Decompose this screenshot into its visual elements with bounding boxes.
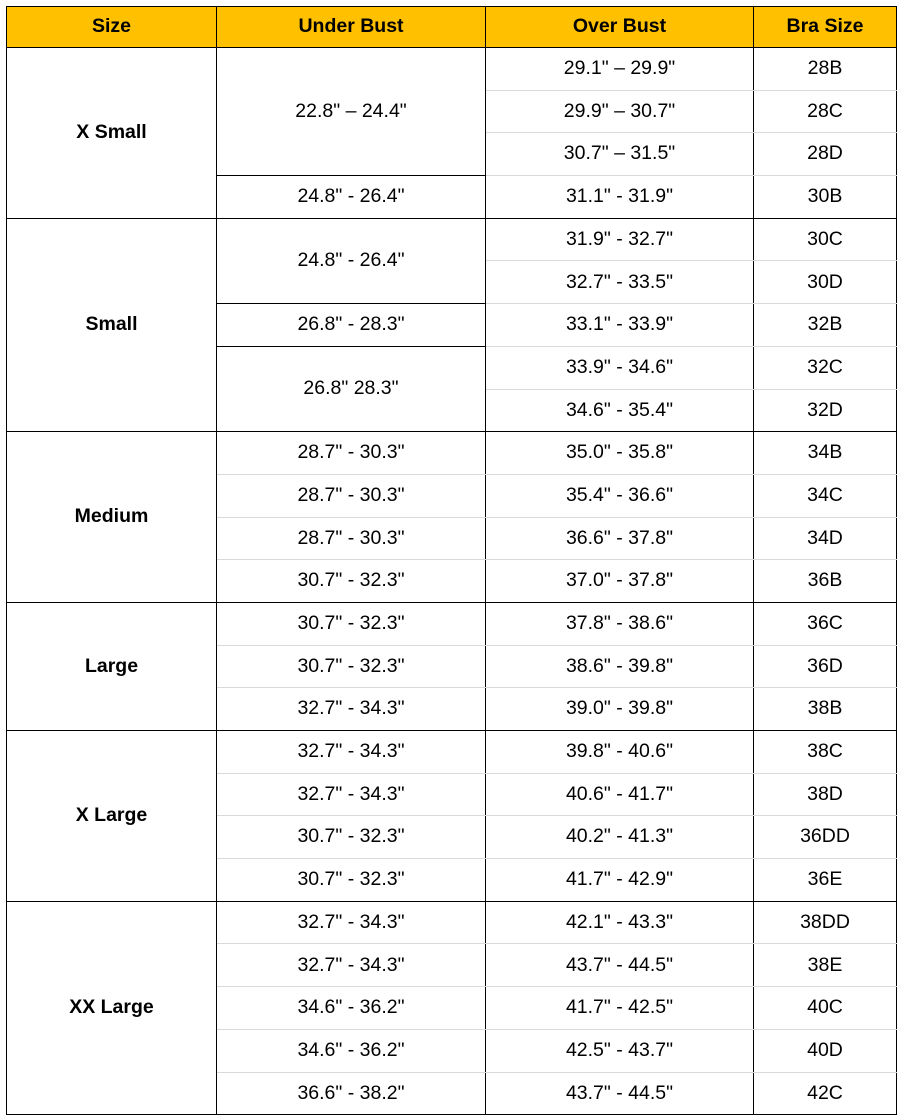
bra-size-cell: 38DD [754, 901, 897, 944]
over-bust-cell: 37.8" - 38.6" [486, 602, 754, 645]
over-bust-cell: 33.9" - 34.6" [486, 346, 754, 389]
over-bust-cell: 43.7" - 44.5" [486, 1072, 754, 1115]
bra-size-cell: 28D [754, 133, 897, 176]
table-row [7, 218, 897, 261]
under-bust-cell: 30.7" - 32.3" [217, 645, 486, 688]
under-bust-cell: 32.7" - 34.3" [217, 688, 486, 731]
size-label-xx-large: XX Large [7, 901, 217, 1114]
over-bust-cell: 39.0" - 39.8" [486, 688, 754, 731]
under-bust-cell: 22.8" – 24.4" [217, 48, 486, 176]
bra-size-cell: 32C [754, 346, 897, 389]
over-bust-cell: 31.9" - 32.7" [486, 218, 754, 261]
size-label-x-small: X Small [7, 48, 217, 219]
over-bust-cell: 41.7" - 42.5" [486, 987, 754, 1030]
bra-size-cell: 28C [754, 90, 897, 133]
header-under-bust: Under Bust [217, 7, 486, 48]
table-row [7, 432, 897, 475]
size-label-medium: Medium [7, 432, 217, 603]
size-label-x-large: X Large [7, 731, 217, 902]
under-bust-cell: 26.8" - 28.3" [217, 304, 486, 347]
size-label-large: Large [7, 602, 217, 730]
under-bust-cell: 30.7" - 32.3" [217, 816, 486, 859]
over-bust-cell: 33.1" - 33.9" [486, 304, 754, 347]
over-bust-cell: 29.1" – 29.9" [486, 48, 754, 91]
under-bust-cell: 30.7" - 32.3" [217, 602, 486, 645]
under-bust-cell: 24.8" - 26.4" [217, 176, 486, 219]
over-bust-cell: 30.7" – 31.5" [486, 133, 754, 176]
bra-size-cell: 30B [754, 176, 897, 219]
header-over-bust: Over Bust [486, 7, 754, 48]
over-bust-cell: 42.5" - 43.7" [486, 1029, 754, 1072]
bra-size-cell: 40D [754, 1029, 897, 1072]
over-bust-cell: 36.6" - 37.8" [486, 517, 754, 560]
bra-size-cell: 38E [754, 944, 897, 987]
header-size: Size [7, 7, 217, 48]
under-bust-cell: 32.7" - 34.3" [217, 773, 486, 816]
bra-size-cell: 30C [754, 218, 897, 261]
bra-size-cell: 38C [754, 731, 897, 774]
bra-size-cell: 34D [754, 517, 897, 560]
over-bust-cell: 42.1" - 43.3" [486, 901, 754, 944]
under-bust-cell: 24.8" - 26.4" [217, 218, 486, 303]
size-chart-table [6, 6, 897, 1115]
bra-size-cell: 36DD [754, 816, 897, 859]
over-bust-cell: 35.0" - 35.8" [486, 432, 754, 475]
bra-size-cell: 36C [754, 602, 897, 645]
over-bust-cell: 41.7" - 42.9" [486, 859, 754, 902]
bra-size-cell: 42C [754, 1072, 897, 1115]
bra-size-cell: 32D [754, 389, 897, 432]
over-bust-cell: 39.8" - 40.6" [486, 731, 754, 774]
under-bust-cell: 26.8" 28.3" [217, 346, 486, 431]
bra-size-cell: 28B [754, 48, 897, 91]
over-bust-cell: 29.9" – 30.7" [486, 90, 754, 133]
bra-size-cell: 36E [754, 859, 897, 902]
header-row [7, 7, 897, 48]
over-bust-cell: 34.6" - 35.4" [486, 389, 754, 432]
bra-size-cell: 36B [754, 560, 897, 603]
bra-size-cell: 34C [754, 474, 897, 517]
bra-size-cell: 40C [754, 987, 897, 1030]
under-bust-cell: 34.6" - 36.2" [217, 1029, 486, 1072]
size-label-small: Small [7, 218, 217, 431]
over-bust-cell: 37.0" - 37.8" [486, 560, 754, 603]
under-bust-cell: 28.7" - 30.3" [217, 432, 486, 475]
over-bust-cell: 31.1" - 31.9" [486, 176, 754, 219]
bra-size-cell: 34B [754, 432, 897, 475]
table-row [7, 48, 897, 91]
over-bust-cell: 40.6" - 41.7" [486, 773, 754, 816]
over-bust-cell: 35.4" - 36.6" [486, 474, 754, 517]
over-bust-cell: 32.7" - 33.5" [486, 261, 754, 304]
table-row [7, 901, 897, 944]
under-bust-cell: 32.7" - 34.3" [217, 731, 486, 774]
under-bust-cell: 36.6" - 38.2" [217, 1072, 486, 1115]
over-bust-cell: 38.6" - 39.8" [486, 645, 754, 688]
bra-size-cell: 38B [754, 688, 897, 731]
under-bust-cell: 34.6" - 36.2" [217, 987, 486, 1030]
over-bust-cell: 40.2" - 41.3" [486, 816, 754, 859]
bra-size-cell: 32B [754, 304, 897, 347]
under-bust-cell: 32.7" - 34.3" [217, 901, 486, 944]
table-row [7, 731, 897, 774]
under-bust-cell: 30.7" - 32.3" [217, 560, 486, 603]
under-bust-cell: 32.7" - 34.3" [217, 944, 486, 987]
bra-size-cell: 38D [754, 773, 897, 816]
under-bust-cell: 30.7" - 32.3" [217, 859, 486, 902]
bra-size-cell: 36D [754, 645, 897, 688]
over-bust-cell: 43.7" - 44.5" [486, 944, 754, 987]
under-bust-cell: 28.7" - 30.3" [217, 474, 486, 517]
under-bust-cell: 28.7" - 30.3" [217, 517, 486, 560]
table-row [7, 602, 897, 645]
bra-size-cell: 30D [754, 261, 897, 304]
header-bra-size: Bra Size [754, 7, 897, 48]
